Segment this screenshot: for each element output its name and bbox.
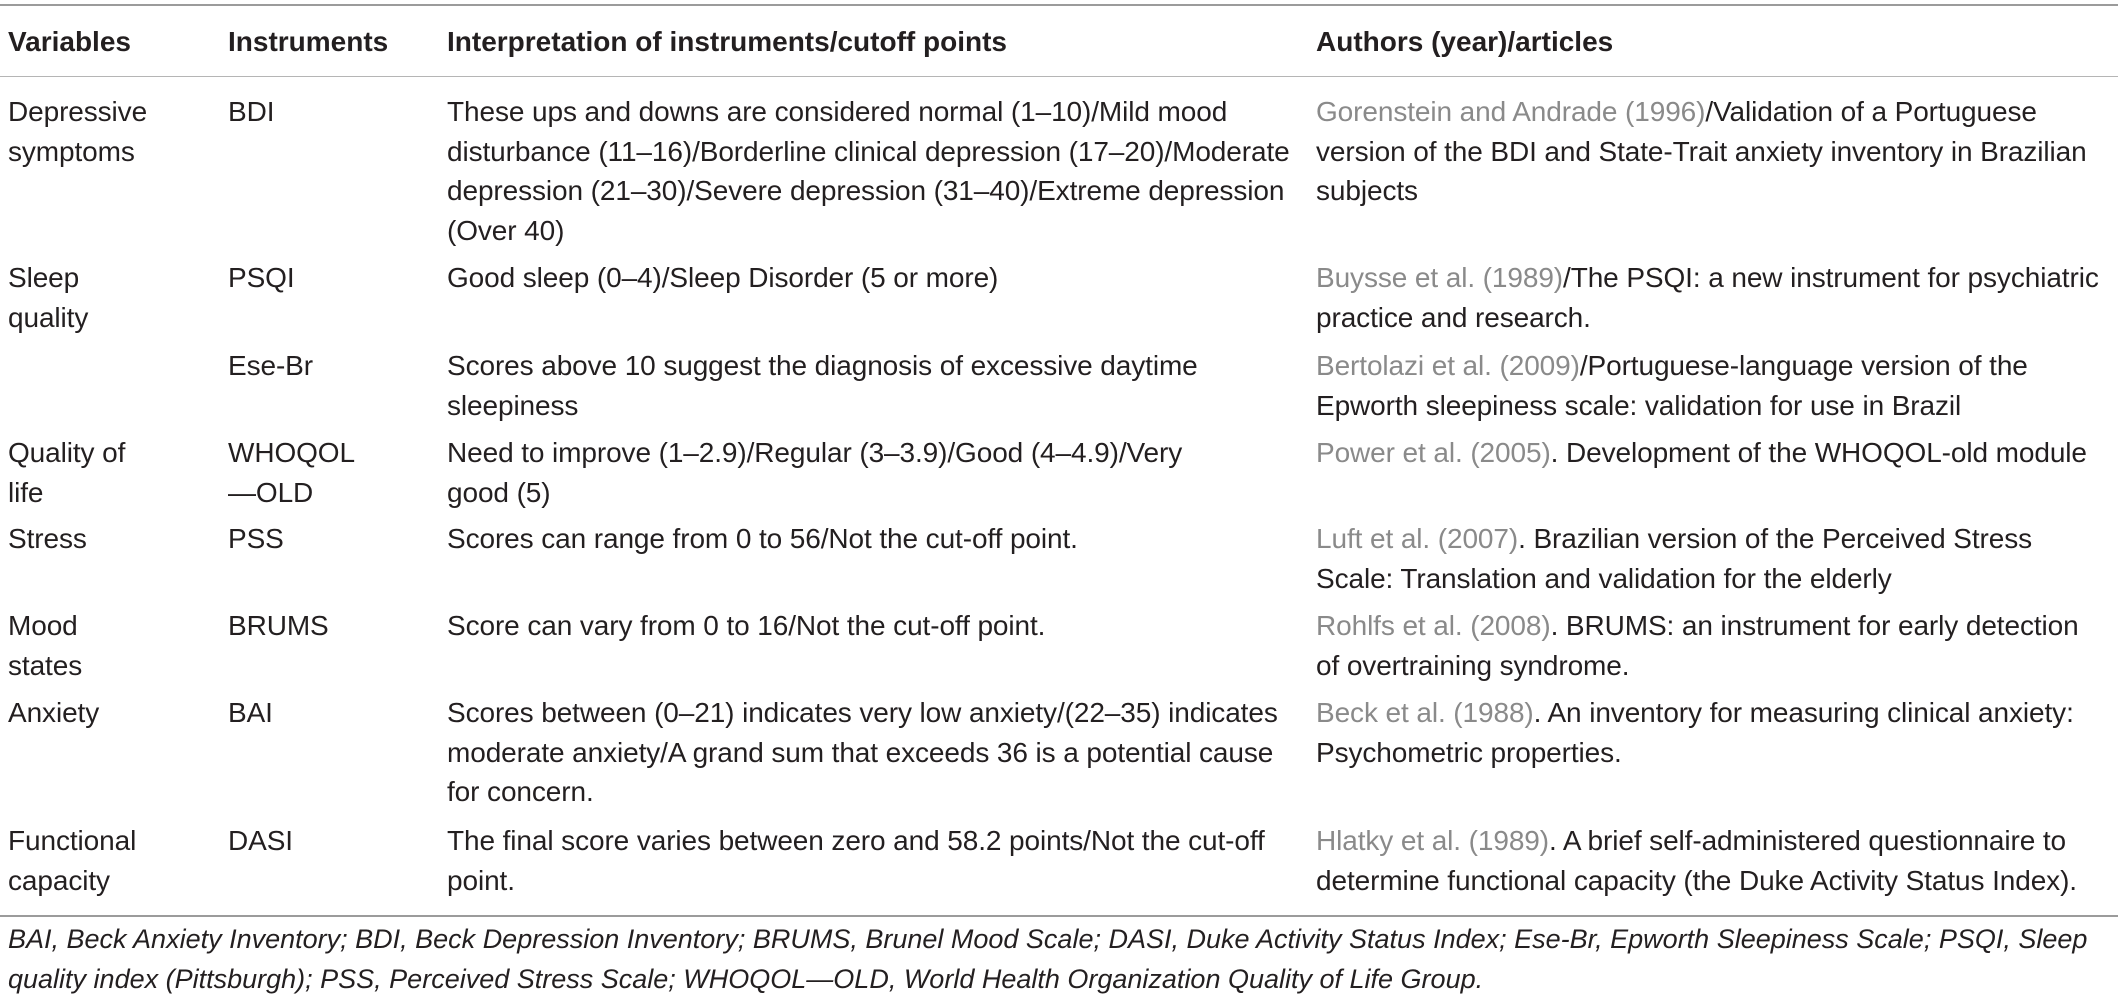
row-instrument: PSS (228, 523, 284, 554)
row-interpretation: These ups and downs are considered normal (1–10)/Mild mood disturbance (11–16)/Borderline clinical depression (17–20)/Moderate depression (21–30)/Severe depression (31–40)/Extreme depression (Over 40) (447, 96, 1290, 246)
row-variable: Quality of life (8, 437, 126, 508)
article-title: /The PSQI: a new instrument for psychiatric practice and research. (1316, 262, 2099, 333)
table-top-rule (0, 4, 2118, 6)
row-instrument: BDI (228, 96, 275, 127)
citation-link[interactable]: Buysse et al. (1989) (1316, 262, 1564, 293)
row-instrument: PSQI (228, 262, 295, 293)
citation-link[interactable]: Rohlfs et al. (2008) (1316, 610, 1551, 641)
row-author (1316, 606, 2096, 685)
row-interpretation: Good sleep (0–4)/Sleep Disorder (5 or more) (447, 262, 999, 293)
citation-link[interactable]: Beck et al. (1988) (1316, 697, 1534, 728)
row-instrument: Ese-Br (228, 350, 313, 381)
row-author (1316, 821, 2116, 900)
row-instrument: DASI (228, 825, 293, 856)
row-author (1316, 346, 2076, 425)
table-footnote: BAI, Beck Anxiety Inventory; BDI, Beck Depression Inventory; BRUMS, Brunel Mood Scale; DASI, Duke Activity Status Index; Ese-Br, Epworth Sleepiness Scale; PSQI, Sleep quality index (Pittsburgh); PSS, Perceived Stress Scale; WHOQOL—OLD, World Health Organization Quality of Life Group. (8, 924, 2088, 994)
row-interpretation: Need to improve (1–2.9)/Regular (3–3.9)/Good (4–4.9)/Very good (5) (447, 437, 1183, 508)
article-title: /Portuguese-language version of the Epworth sleepiness scale: validation for use in Brazil (1316, 350, 2028, 421)
header-interpretation: Interpretation of instruments/cutoff points (447, 26, 1007, 57)
row-author (1316, 693, 2116, 772)
row-variable: Functional capacity (8, 825, 137, 896)
row-interpretation: Score can vary from 0 to 16/Not the cut-off point. (447, 610, 1046, 641)
row-instrument: BRUMS (228, 610, 329, 641)
article-title: . A brief self-administered questionnaire to determine functional capacity (the Duke Activity Status Index). (1316, 825, 2077, 896)
citation-link[interactable]: Bertolazi et al. (2009) (1316, 350, 1580, 381)
row-instrument: BAI (228, 697, 273, 728)
citation-link[interactable]: Power et al. (2005) (1316, 437, 1551, 468)
row-interpretation: Scores between (0–21) indicates very low anxiety/(22–35) indicates moderate anxiety/A grand sum that exceeds 36 is a potential cause for concern. (447, 697, 1278, 807)
row-variable: Depressive symptoms (8, 96, 148, 167)
table-bottom-rule (0, 915, 2118, 917)
row-interpretation: Scores can range from 0 to 56/Not the cut-off point. (447, 523, 1078, 554)
row-interpretation: The final score varies between zero and 58.2 points/Not the cut-off point. (447, 825, 1265, 896)
row-variable: Anxiety (8, 697, 100, 728)
citation-link[interactable]: Hlatky et al. (1989) (1316, 825, 1549, 856)
citation-link[interactable]: Gorenstein and Andrade (1996) (1316, 96, 1706, 127)
row-variable: Mood states (8, 610, 83, 681)
row-instrument: WHOQOL—OLD (228, 437, 355, 508)
article-title: . BRUMS: an instrument for early detection of overtraining syndrome. (1316, 610, 2079, 681)
row-variable: Sleep quality (8, 262, 89, 333)
article-title: . Development of the WHOQOL-old module (1550, 437, 2087, 468)
row-author (1316, 519, 2086, 598)
row-author (1316, 433, 2116, 473)
table-header-rule (0, 76, 2118, 77)
header-authors: Authors (year)/articles (1316, 26, 1614, 57)
article-title: /Validation of a Portuguese version of the BDI and State-Trait anxiety inventory in Brazilian subjects (1316, 96, 2087, 206)
row-variable: Stress (8, 523, 87, 554)
header-variables: Variables (8, 26, 131, 57)
header-instruments: Instruments (228, 26, 389, 57)
citation-link[interactable]: Luft et al. (2007) (1316, 523, 1519, 554)
article-title: . An inventory for measuring clinical anxiety: Psychometric properties. (1316, 697, 2074, 768)
article-title: . Brazilian version of the Perceived Stress Scale: Translation and validation for the elderly (1316, 523, 2033, 594)
row-interpretation: Scores above 10 suggest the diagnosis of excessive daytime sleepiness (447, 350, 1198, 421)
row-author (1316, 92, 2096, 211)
row-author (1316, 258, 2116, 337)
